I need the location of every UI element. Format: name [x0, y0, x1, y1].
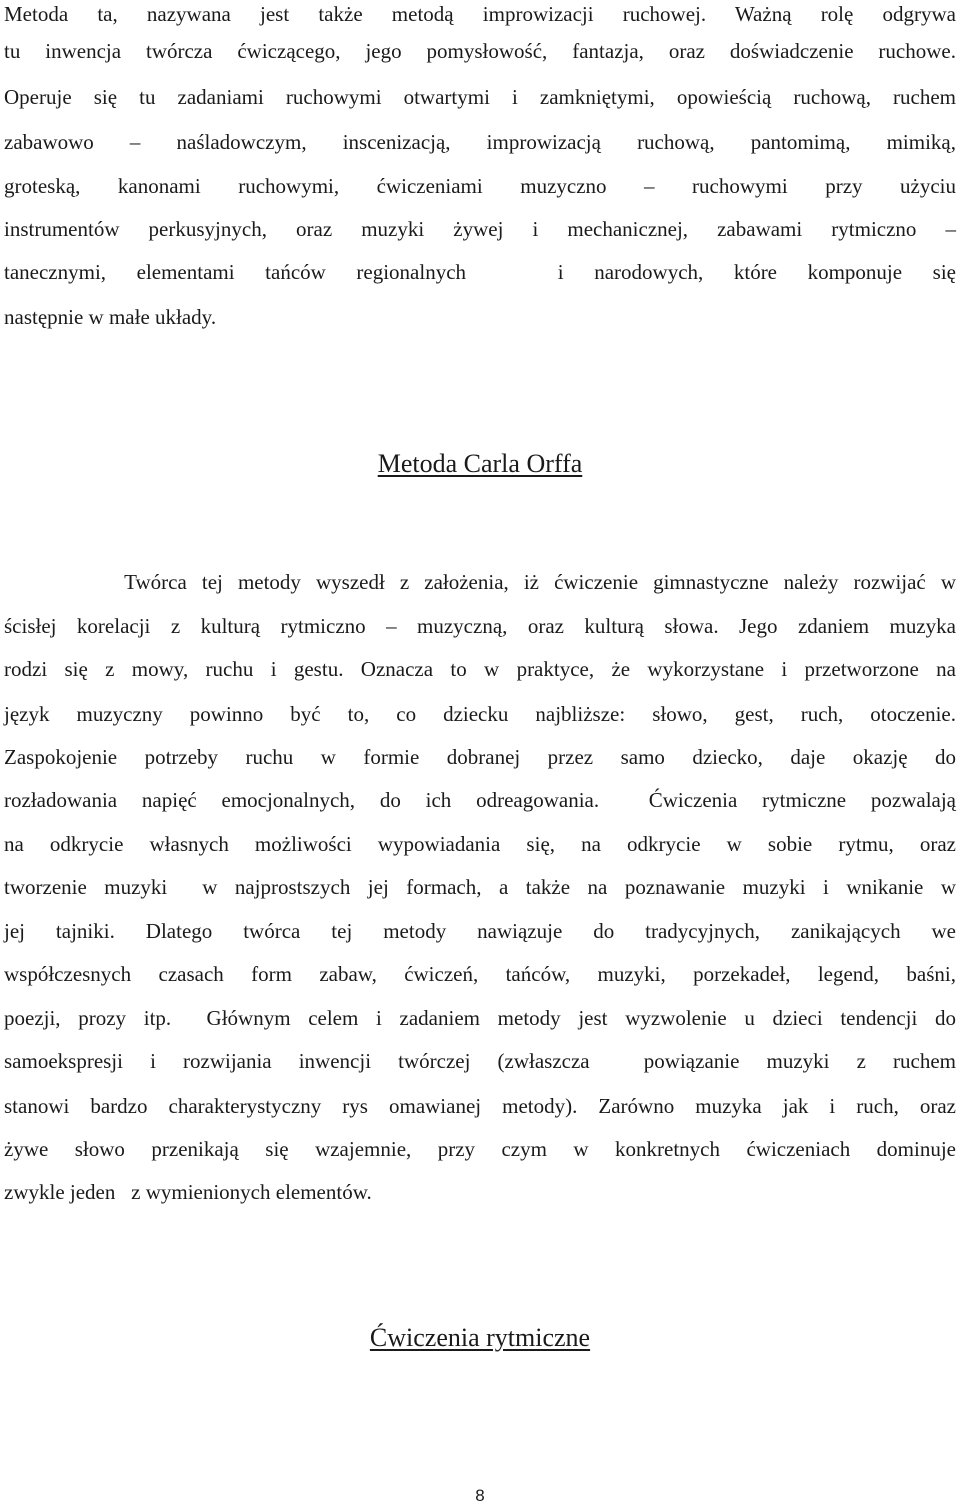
text-line: tu inwencja twórcza ćwiczącego, jego pomysłowość, fantazja, oraz doświadczenie ruchowe.: [4, 39, 956, 63]
text-line: Operuje się tu zadaniami ruchowymi otwartymi i zamkniętymi, opowieścią ruchową, ruchem: [4, 85, 956, 109]
text-line: tworzenie muzyki w najprostszych jej formach, a także na poznawanie muzyki i wnikanie w: [4, 875, 956, 899]
text-line: Zaspokojenie potrzeby ruchu w formie dobranej przez samo dziecko, daje okazję do: [4, 745, 956, 769]
text-line: żywe słowo przenikają się wzajemnie, przy czym w konkretnych ćwiczeniach dominuje: [4, 1137, 956, 1161]
text-line: samoekspresji i rozwijania inwencji twórczej (zwłaszcza powiązanie muzyki z ruchem: [4, 1049, 956, 1073]
text-line: groteską, kanonami ruchowymi, ćwiczeniami muzyczno – ruchowymi przy użyciu: [4, 174, 956, 198]
text-line: język muzyczny powinno być to, co dziecku najbliższe: słowo, gest, ruch, otoczenie.: [4, 702, 956, 726]
text-line: na odkrycie własnych możliwości wypowiadania się, na odkrycie w sobie rytmu, oraz: [4, 832, 956, 856]
text-line: tanecznymi, elementami tańców regionalnych i narodowych, które komponuje się: [4, 260, 956, 284]
page-number: 8: [475, 1486, 485, 1505]
text-line: rodzi się z mowy, ruchu i gestu. Oznacza to w praktyce, że wykorzystane i przetworzone na: [4, 657, 956, 681]
text-line: współczesnych czasach form zabaw, ćwiczeń, tańców, muzyki, porzekadeł, legend, baśni,: [4, 962, 956, 986]
text-line: zwykle jeden z wymienionych elementów.: [4, 1180, 372, 1204]
section-heading-orff: Metoda Carla Orffa: [377, 449, 583, 478]
text-line: jej tajniki. Dlatego twórca tej metody nawiązuje do tradycyjnych, zanikających we: [4, 919, 956, 943]
text-line: stanowi bardzo charakterystyczny rys omawianej metody). Zarówno muzyka jak i ruch, oraz: [4, 1094, 956, 1118]
text-line: Twórca tej metody wyszedł z założenia, iż ćwiczenie gimnastyczne należy rozwijać w: [4, 570, 956, 594]
text-line: Metoda ta, nazywana jest także metodą improwizacji ruchowej. Ważną rolę odgrywa: [4, 2, 956, 26]
text-line: instrumentów perkusyjnych, oraz muzyki żywej i mechanicznej, zabawami rytmiczno –: [4, 217, 956, 241]
text-line: rozładowania napięć emocjonalnych, do ich odreagowania. Ćwiczenia rytmiczne pozwalają: [4, 788, 956, 812]
text-line: ścisłej korelacji z kulturą rytmiczno – muzyczną, oraz kulturą słowa. Jego zdaniem muzyka: [4, 614, 956, 638]
text-line: poezji, prozy itp. Głównym celem i zadaniem metody jest wyzwolenie u dzieci tendencji do: [4, 1006, 956, 1030]
text-line: następnie w małe układy.: [4, 305, 217, 329]
section-heading-rhythmic-exercises: Ćwiczenia rytmiczne: [369, 1323, 591, 1352]
text-line: zabawowo – naśladowczym, inscenizacją, improwizacją ruchową, pantomimą, mimiką,: [4, 130, 956, 154]
